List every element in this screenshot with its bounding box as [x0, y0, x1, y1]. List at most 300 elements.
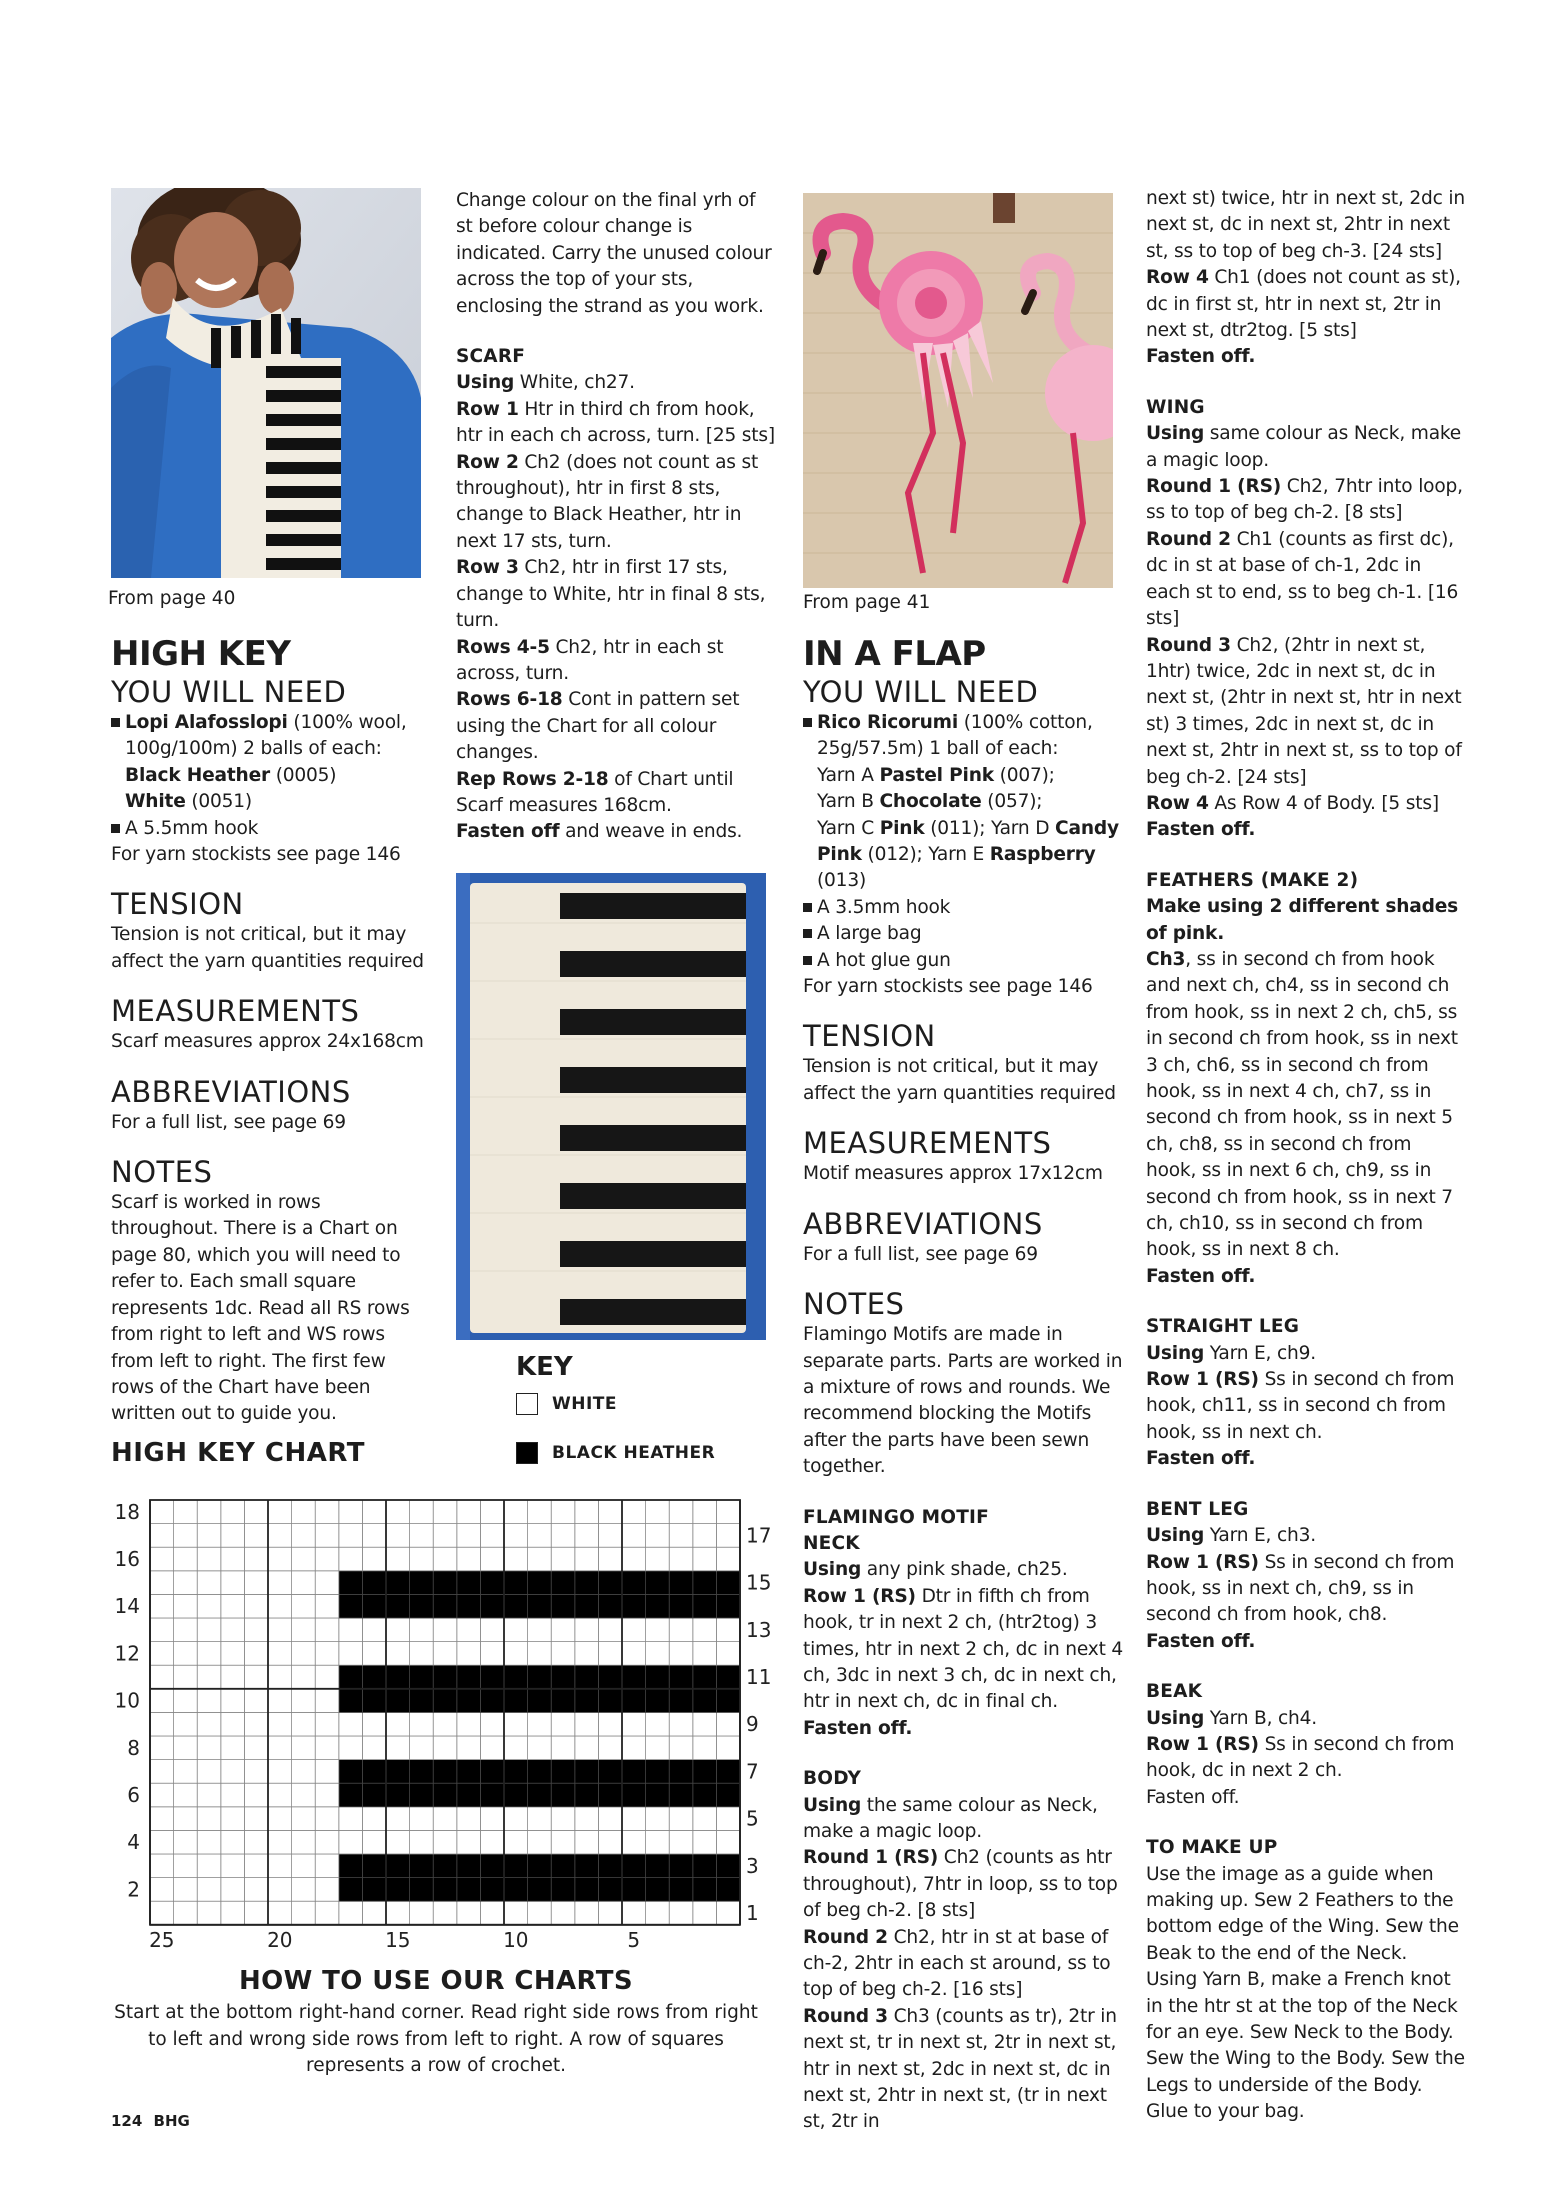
chart-cell: [197, 1689, 221, 1713]
chart-cell: [410, 1571, 434, 1595]
chart-cell: [150, 1878, 174, 1902]
chart-cell: [528, 1830, 552, 1854]
chart-cell: [197, 1665, 221, 1689]
chart-cell: [150, 1736, 174, 1760]
chart-cell: [339, 1642, 363, 1666]
wing-using: Using same colour as Neck, make a magic loop.: [1146, 423, 1462, 471]
bent-leg-row-1: Row 1 (RS) Ss in second ch from hook, ss in next ch, ch9, ss in second ch from hook, ch8.: [1146, 1551, 1455, 1626]
chart-cell: [646, 1712, 670, 1736]
wing-row-4: Row 4 As Row 4 of Body. [5 sts]: [1146, 792, 1439, 814]
chart-cell: [268, 1783, 292, 1807]
chart-row-label: 6: [127, 1783, 140, 1807]
chart-cell: [598, 1524, 622, 1548]
chart-cell: [693, 1642, 717, 1666]
chart-cell: [221, 1665, 245, 1689]
chart-cell: [646, 1854, 670, 1878]
chart-cell: [646, 1760, 670, 1784]
chart-cell: [150, 1665, 174, 1689]
wing-round-2: Round 2 Ch1 (counts as first dc), dc in st at base of ch-1, 2dc in each st to end, ss to beg ch-1. [16 sts]: [1146, 528, 1459, 630]
chart-cell: [197, 1642, 221, 1666]
chart-row-label: 8: [127, 1735, 140, 1760]
chart-cell: [339, 1878, 363, 1902]
chart-cell: [339, 1500, 363, 1524]
measurements-heading: MEASUREMENTS: [111, 994, 360, 1029]
chart-cell: [315, 1712, 339, 1736]
chart-cell: [433, 1689, 457, 1713]
chart-cell: [221, 1524, 245, 1548]
chart-cell: [551, 1524, 575, 1548]
chart-cell: [716, 1594, 740, 1618]
beak-fasten: Fasten off.: [1146, 1786, 1240, 1808]
chart-cell: [598, 1500, 622, 1524]
feathers-instructions: Ch3, ss in second ch from hook and next ch, ch4, ss in second ch from hook, ss in next 2 ch, ch5, ss in second ch from hook, ss in next 3 ch, ch6, ss in second ch from hook, ss in next 4 ch, ch7, ss in second ch from hook, ss in next 5 ch, ch8, ss in second ch from hook, ss in next 6 ch, ch9, ss in second ch from hook, ss in next 7 ch, ch10, ss in second ch from hook, ss in next 8 ch.: [1146, 948, 1458, 1261]
chart-cell: [410, 1618, 434, 1642]
chart-cell: [292, 1547, 316, 1571]
chart-cell: [622, 1618, 646, 1642]
chart-cell: [268, 1524, 292, 1548]
chart-cell: [221, 1760, 245, 1784]
howto-text: Start at the bottom right-hand corner. Read right side rows from right to left and wrong side rows from left to right. A row of squares represents a row of crochet.: [114, 2002, 758, 2076]
chart-cell: [410, 1760, 434, 1784]
chart-cell: [315, 1500, 339, 1524]
chart-cell: [268, 1878, 292, 1902]
chart-cell: [457, 1712, 481, 1736]
chart-cell: [480, 1642, 504, 1666]
make-up-heading: TO MAKE UP: [1146, 1837, 1278, 1859]
chart-cell: [386, 1689, 410, 1713]
chart-cell: [622, 1594, 646, 1618]
chart-cell: [244, 1760, 268, 1784]
chart-cell: [362, 1618, 386, 1642]
chart-cell: [433, 1830, 457, 1854]
chart-cell: [480, 1854, 504, 1878]
chart-cell: [197, 1830, 221, 1854]
chart-cell: [480, 1547, 504, 1571]
chart-cell: [433, 1854, 457, 1878]
chart-cell: [457, 1594, 481, 1618]
chart-cell: [480, 1807, 504, 1831]
notes-heading-2: NOTES: [803, 1287, 905, 1322]
chart-cell: [575, 1878, 599, 1902]
chart-cell: [551, 1854, 575, 1878]
chart-cell: [410, 1712, 434, 1736]
chart-cell: [244, 1783, 268, 1807]
page-folio: [111, 2112, 190, 2130]
flamingo-motif-heading: FLAMINGO MOTIF: [803, 1506, 989, 1528]
chart-cell: [480, 1901, 504, 1925]
chart-cell: [339, 1901, 363, 1925]
chart-cell: [598, 1901, 622, 1925]
chart-cell: [339, 1736, 363, 1760]
chart-cell: [716, 1878, 740, 1902]
black-swatch: [516, 1442, 538, 1464]
neck-fasten: Fasten off.: [803, 1717, 913, 1739]
chart-cell: [292, 1760, 316, 1784]
chart-cell: [646, 1594, 670, 1618]
chart-cell: [693, 1665, 717, 1689]
chart-cell: [716, 1547, 740, 1571]
chart-cell: [504, 1642, 528, 1666]
chart-cell: [693, 1736, 717, 1760]
chart-cell: [244, 1689, 268, 1713]
feathers-heading: FEATHERS (MAKE 2): [1146, 869, 1359, 891]
chart-cell: [575, 1901, 599, 1925]
chart-row-label: 16: [114, 1547, 140, 1571]
chart-cell: [150, 1594, 174, 1618]
chart-cell: [716, 1736, 740, 1760]
chart-cell: [197, 1594, 221, 1618]
chart-cell: [268, 1830, 292, 1854]
chart-cell: [292, 1807, 316, 1831]
chart-cell: [622, 1665, 646, 1689]
chart-cell: [622, 1712, 646, 1736]
chart-cell: [646, 1642, 670, 1666]
chart-cell: [292, 1712, 316, 1736]
chart-cell: [716, 1783, 740, 1807]
chart-cell: [197, 1807, 221, 1831]
chart-cell: [268, 1736, 292, 1760]
chart-cell: [693, 1878, 717, 1902]
chart-cell: [575, 1642, 599, 1666]
chart-cell: [315, 1642, 339, 1666]
measurements-text: Scarf measures approx 24x168cm: [111, 1031, 424, 1053]
chart-cell: [386, 1571, 410, 1595]
chart-cell: [457, 1878, 481, 1902]
chart-cell: [480, 1618, 504, 1642]
chart-cell: [433, 1783, 457, 1807]
chart-col-label: 5: [627, 1927, 641, 1950]
chart-cell: [174, 1618, 198, 1642]
chart-cell: [268, 1618, 292, 1642]
chart-cell: [504, 1783, 528, 1807]
chart-cell: [197, 1618, 221, 1642]
measurements-text-2: Motif measures approx 17x12cm: [803, 1163, 1103, 1185]
chart-cell: [433, 1618, 457, 1642]
photo-caption-high-key: From page 40: [108, 588, 236, 609]
chart-cell: [174, 1689, 198, 1713]
body-round-3: Round 3 Ch3 (counts as tr), 2tr in next st, tr in next st, 2tr in next st, htr in next st, 2dc in next st, dc in next st, 2htr in next st, (tr in next st, 2tr in: [803, 2005, 1117, 2133]
chart-cell: [646, 1547, 670, 1571]
chart-cell: [362, 1571, 386, 1595]
chart-cell: [362, 1712, 386, 1736]
chart-cell: [244, 1901, 268, 1925]
chart-cell: [362, 1524, 386, 1548]
chart-cell: [315, 1783, 339, 1807]
chart-cell: [244, 1547, 268, 1571]
chart-cell: [669, 1689, 693, 1713]
chart-cell: [622, 1901, 646, 1925]
chart-title: HIGH KEY CHART: [111, 1438, 365, 1468]
chart-cell: [716, 1571, 740, 1595]
chart-cell: [150, 1901, 174, 1925]
chart-cell: [339, 1665, 363, 1689]
chart-cell: [528, 1783, 552, 1807]
material-yarn: Lopi Alafosslopi (100% wool, 100g/100m) 2 balls of each:: [111, 710, 431, 763]
tension-text: Tension is not critical, but it may affect the yarn quantities required: [111, 924, 424, 972]
chart-cell: [693, 1571, 717, 1595]
chart-cell: [480, 1689, 504, 1713]
chart-cell: [693, 1689, 717, 1713]
chart-cell: [716, 1901, 740, 1925]
chart-cell: [669, 1783, 693, 1807]
chart-cell: [362, 1901, 386, 1925]
chart-cell: [457, 1736, 481, 1760]
measurements-heading-2: MEASUREMENTS: [803, 1126, 1052, 1161]
you-will-need-heading: YOU WILL NEED: [111, 675, 347, 709]
notes-text-2: Flamingo Motifs are made in separate parts. Parts are worked in a mixture of rows and rounds. We recommend blocking the Motifs after the parts have been sewn together.: [803, 1324, 1123, 1478]
chart-cell: [669, 1618, 693, 1642]
chart-cell: [268, 1854, 292, 1878]
chart-cell: [575, 1807, 599, 1831]
white-swatch: [516, 1393, 538, 1415]
chart-cell: [622, 1760, 646, 1784]
chart-cell: [716, 1524, 740, 1548]
chart-cell: [551, 1736, 575, 1760]
chart-cell: [598, 1878, 622, 1902]
chart-cell: [386, 1524, 410, 1548]
chart-cell: [386, 1736, 410, 1760]
chart-cell: [528, 1901, 552, 1925]
chart-cell: [292, 1594, 316, 1618]
chart-cell: [551, 1830, 575, 1854]
chart-cell: [410, 1783, 434, 1807]
chart-cell: [646, 1618, 670, 1642]
chart-cell: [244, 1500, 268, 1524]
key-white: WHITE: [516, 1393, 617, 1415]
neck-heading: NECK: [803, 1532, 860, 1554]
chart-cell: [315, 1807, 339, 1831]
abbreviations-heading: ABBREVIATIONS: [111, 1074, 351, 1109]
chart-cell: [480, 1736, 504, 1760]
chart-cell: [174, 1712, 198, 1736]
chart-cell: [362, 1830, 386, 1854]
chart-cell: [150, 1783, 174, 1807]
chart-cell: [268, 1547, 292, 1571]
tension-heading: TENSION: [111, 887, 244, 922]
key-heading: KEY: [516, 1352, 573, 1382]
chart-cell: [292, 1830, 316, 1854]
body-heading: BODY: [803, 1768, 862, 1790]
bent-leg-heading: BENT LEG: [1146, 1498, 1249, 1520]
chart-cell: [315, 1618, 339, 1642]
chart-cell: [457, 1500, 481, 1524]
chart-cell: [174, 1830, 198, 1854]
chart-row-label: 3: [746, 1853, 759, 1878]
chart-cell: [598, 1783, 622, 1807]
photo-caption-in-a-flap: From page 41: [803, 592, 931, 613]
chart-cell: [457, 1524, 481, 1548]
chart-cell: [244, 1665, 268, 1689]
material-bag: A large bag: [803, 921, 1123, 947]
material-hook: A 5.5mm hook: [111, 816, 431, 842]
beak-row-1: Row 1 (RS) Ss in second ch from hook, dc in next 2 ch.: [1146, 1733, 1455, 1782]
chart-cell: [598, 1642, 622, 1666]
chart-cell: [551, 1760, 575, 1784]
chart-cell: [150, 1712, 174, 1736]
scarf-heading: SCARF: [456, 346, 526, 368]
chart-cell: [646, 1901, 670, 1925]
chart-cell: [480, 1594, 504, 1618]
chart-cell: [244, 1807, 268, 1831]
chart-cell: [174, 1665, 198, 1689]
chart-cell: [197, 1783, 221, 1807]
feathers-subheading: Make using 2 different shades of pink.: [1146, 896, 1459, 944]
chart-cell: [410, 1807, 434, 1831]
chart-cell: [292, 1524, 316, 1548]
chart-cell: [433, 1500, 457, 1524]
chart-cell: [410, 1878, 434, 1902]
chart-cell: [197, 1524, 221, 1548]
chart-cell: [598, 1594, 622, 1618]
chart-cell: [386, 1665, 410, 1689]
chart-cell: [244, 1712, 268, 1736]
chart-cell: [551, 1665, 575, 1689]
chart-cell: [244, 1854, 268, 1878]
chart-cell: [693, 1901, 717, 1925]
stockists-note: For yarn stockists see page 146: [111, 844, 401, 866]
body-fasten: Fasten off.: [1146, 346, 1256, 368]
flamingo-instructions-cont: [1146, 186, 1466, 2126]
chart-cell: [598, 1854, 622, 1878]
chart-cell: [575, 1712, 599, 1736]
chart-cell: [528, 1594, 552, 1618]
chart-cell: [504, 1830, 528, 1854]
chart-cell: [457, 1618, 481, 1642]
chart-cell: [433, 1571, 457, 1595]
chart-cell: [386, 1712, 410, 1736]
chart-cell: [551, 1594, 575, 1618]
chart-cell: [386, 1783, 410, 1807]
wing-fasten: Fasten off.: [1146, 819, 1256, 841]
chart-cell: [575, 1594, 599, 1618]
you-will-need-heading-2: YOU WILL NEED: [803, 675, 1039, 709]
wing-heading: WING: [1146, 396, 1205, 418]
chart-cell: [386, 1830, 410, 1854]
chart-cell: [504, 1618, 528, 1642]
chart-cell: [504, 1524, 528, 1548]
chart-cell: [410, 1854, 434, 1878]
chart-cell: [598, 1618, 622, 1642]
chart-cell: [528, 1854, 552, 1878]
chart-cell: [315, 1901, 339, 1925]
chart-row-label: 10: [114, 1688, 140, 1713]
chart-cell: [528, 1736, 552, 1760]
chart-col-label: 20: [267, 1927, 293, 1950]
chart-row-label: 14: [114, 1594, 140, 1619]
chart-cell: [315, 1524, 339, 1548]
tension-text-2: Tension is not critical, but it may affect the yarn quantities required: [803, 1056, 1116, 1104]
material-glue: A hot glue gun: [803, 948, 1123, 974]
straight-leg-heading: STRAIGHT LEG: [1146, 1316, 1300, 1338]
material-color2: White (0051): [125, 791, 252, 813]
chart-cell: [433, 1878, 457, 1902]
chart-cell: [339, 1760, 363, 1784]
chart-cell: [669, 1500, 693, 1524]
chart-cell: [362, 1736, 386, 1760]
chart-cell: [174, 1901, 198, 1925]
chart-cell: [716, 1712, 740, 1736]
chart-cell: [646, 1830, 670, 1854]
straight-leg-row-1: Row 1 (RS) Ss in second ch from hook, ch11, ss in second ch from hook, ss in next ch.: [1146, 1369, 1455, 1443]
chart-cell: [221, 1500, 245, 1524]
chart-cell: [528, 1878, 552, 1902]
chart-cell: [292, 1854, 316, 1878]
chart-cell: [528, 1618, 552, 1642]
chart-cell: [646, 1500, 670, 1524]
chart-cell: [551, 1712, 575, 1736]
chart-cell: [174, 1571, 198, 1595]
chart-cell: [268, 1665, 292, 1689]
chart-cell: [362, 1854, 386, 1878]
scarf-model-photo: [111, 188, 421, 578]
chart-cell: [551, 1901, 575, 1925]
abbreviations-heading-2: ABBREVIATIONS: [803, 1206, 1043, 1241]
stockists-note-2: For yarn stockists see page 146: [803, 976, 1093, 998]
chart-cell: [669, 1594, 693, 1618]
chart-cell: [457, 1571, 481, 1595]
chart-cell: [504, 1878, 528, 1902]
chart-cell: [221, 1783, 245, 1807]
chart-cell: [150, 1830, 174, 1854]
chart-cell: [221, 1547, 245, 1571]
chart-cell: [197, 1571, 221, 1595]
chart-cell: [480, 1712, 504, 1736]
chart-cell: [174, 1547, 198, 1571]
chart-cell: [150, 1642, 174, 1666]
chart-cell: [528, 1760, 552, 1784]
chart-cell: [575, 1854, 599, 1878]
chart-cell: [457, 1547, 481, 1571]
chart-cell: [221, 1618, 245, 1642]
scarf-rows-6-18: Rows 6-18 Cont in pattern set using the Chart for all colour changes.: [456, 689, 740, 764]
chart-cell: [598, 1689, 622, 1713]
chart-cell: [622, 1854, 646, 1878]
chart-cell: [174, 1878, 198, 1902]
chart-cell: [504, 1712, 528, 1736]
chart-cell: [315, 1594, 339, 1618]
notes-text: Scarf is worked in rows throughout. There is a Chart on page 80, which you will need to refer to. Each small square represents 1dc. Read all RS rows from right to left and WS rows from left to right. The first few rows of the Chart have been written out to guide you.: [111, 1192, 410, 1425]
chart-row-label: 5: [746, 1806, 759, 1831]
chart-cell: [480, 1783, 504, 1807]
chart-cell: [598, 1547, 622, 1571]
chart-cell: [575, 1500, 599, 1524]
chart-cell: [528, 1689, 552, 1713]
chart-row-label: 1: [746, 1901, 759, 1925]
chart-cell: [362, 1689, 386, 1713]
chart-cell: [174, 1500, 198, 1524]
chart-cell: [221, 1736, 245, 1760]
chart-cell: [339, 1594, 363, 1618]
chart-cell: [197, 1854, 221, 1878]
chart-cell: [575, 1524, 599, 1548]
chart-cell: [150, 1854, 174, 1878]
wing-round-1: Round 1 (RS) Ch2, 7htr into loop, ss to top of beg ch-2. [8 sts]: [1146, 476, 1463, 524]
chart-cell: [315, 1830, 339, 1854]
chart-cell: [221, 1712, 245, 1736]
chart-cell: [693, 1807, 717, 1831]
chart-cell: [433, 1901, 457, 1925]
chart-row-label: 18: [114, 1499, 140, 1524]
tension-heading-2: TENSION: [803, 1019, 936, 1054]
chart-cell: [386, 1878, 410, 1902]
chart-cell: [410, 1665, 434, 1689]
chart-cell: [174, 1760, 198, 1784]
chart-cell: [292, 1783, 316, 1807]
chart-cell: [504, 1736, 528, 1760]
chart-cell: [221, 1830, 245, 1854]
chart-cell: [693, 1500, 717, 1524]
chart-cell: [386, 1807, 410, 1831]
